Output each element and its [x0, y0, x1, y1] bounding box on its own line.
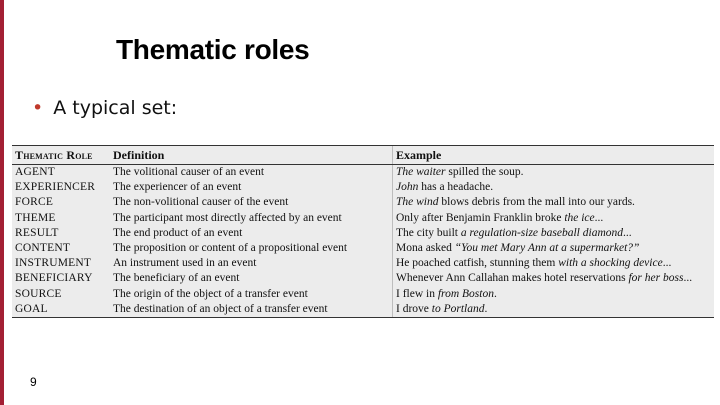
example-italic-text: the ice [564, 211, 595, 224]
table-row [12, 287, 714, 302]
example-text: He poached catfish, stunning them [396, 257, 559, 270]
definition-cell: The participant most directly affected by an event [113, 211, 342, 224]
definition-cell: The volitional causer of an event [113, 166, 265, 179]
example-text: Only after Benjamin Franklin broke [396, 211, 565, 224]
bullet-text: A typical set: [53, 97, 178, 119]
example-italic-text: from Boston [437, 287, 494, 300]
role-cell: EXPERIENCER [15, 181, 96, 194]
table-row [12, 195, 714, 210]
example-text: ... [683, 272, 693, 285]
role-cell: BENEFICIARY [15, 272, 93, 285]
example-italic-text: The waiter [396, 166, 446, 179]
role-cell: SOURCE [15, 287, 62, 300]
example-cell [393, 226, 715, 241]
header-definition: Definition [110, 146, 393, 165]
example-cell [393, 195, 715, 210]
example-italic-text: to Portland [431, 302, 485, 315]
table-body [12, 165, 714, 318]
page-number: 9 [30, 375, 37, 389]
example-italic-text: with a shocking device [558, 257, 663, 270]
example-cell [393, 211, 715, 226]
example-text: ... [623, 226, 632, 239]
role-cell: FORCE [15, 196, 54, 209]
example-cell [393, 180, 715, 195]
example-text: The city built [396, 226, 461, 239]
header-example: Example [393, 146, 715, 165]
table-row [12, 165, 714, 181]
example-cell [393, 287, 715, 302]
role-cell: CONTENT [15, 242, 71, 255]
table-row [12, 241, 714, 256]
example-text: . [484, 302, 488, 315]
slide-accent-bar [0, 0, 4, 405]
table-row [12, 180, 714, 195]
definition-cell: The proposition or content of a propositional event [113, 242, 348, 255]
table-row [12, 211, 714, 226]
role-cell: AGENT [15, 166, 55, 179]
example-text: ... [662, 257, 672, 270]
definition-cell: The destination of an object of a transfer event [110, 302, 393, 318]
example-cell [393, 302, 715, 318]
slide-title: Thematic roles [116, 34, 310, 65]
role-cell: GOAL [12, 302, 110, 318]
definition-cell: The origin of the object of a transfer event [113, 287, 308, 300]
example-cell [393, 165, 715, 181]
example-italic-text: for her boss [628, 272, 684, 285]
table-row [12, 271, 714, 286]
example-cell [393, 241, 715, 256]
example-italic-text: The wind [396, 196, 439, 209]
bullet-dot-icon: • [32, 97, 44, 119]
table-row [12, 226, 714, 241]
definition-cell: The experiencer of an event [113, 181, 242, 194]
definition-cell: The non-volitional causer of the event [113, 196, 289, 209]
bullet-item [32, 97, 177, 119]
example-cell [393, 256, 715, 271]
example-text: blows debris from the mall into our yards. [438, 196, 635, 209]
definition-cell: The beneficiary of an event [113, 272, 240, 285]
example-text: . [493, 287, 497, 300]
thematic-roles-table [12, 145, 714, 318]
table-row [12, 256, 714, 271]
definition-cell: An instrument used in an event [113, 257, 257, 270]
example-text: Whenever Ann Callahan makes hotel reservations [396, 272, 629, 285]
example-text: I drove [396, 302, 432, 315]
role-cell: RESULT [15, 226, 59, 239]
example-text: has a headache. [418, 181, 494, 194]
header-thematic-role: Thematic Role [12, 146, 110, 165]
example-italic-text: John [396, 181, 419, 194]
role-cell: INSTRUMENT [15, 257, 92, 270]
role-cell: THEME [15, 211, 56, 224]
example-italic-text: “You met Mary Ann at a supermarket?” [454, 242, 640, 255]
table-header-row [12, 146, 714, 165]
example-text: Mona asked [396, 242, 455, 255]
definition-cell: The end product of an event [113, 226, 243, 239]
example-text: spilled the soup. [445, 166, 524, 179]
table-row [12, 302, 714, 318]
example-cell [393, 271, 715, 286]
example-text: ... [594, 211, 604, 224]
example-italic-text: a regulation-size baseball diamond [460, 226, 624, 239]
example-text: I flew in [396, 287, 438, 300]
